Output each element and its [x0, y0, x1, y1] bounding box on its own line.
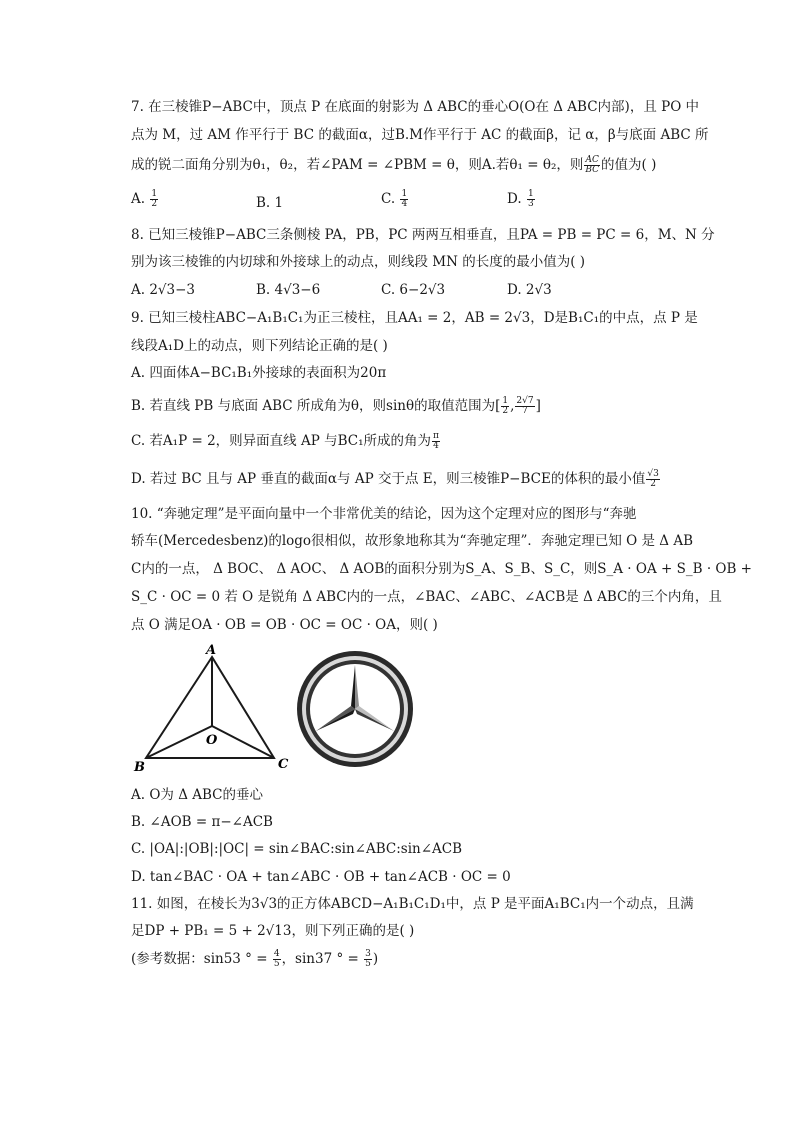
q11-ref-text-1: (参考数据：sin53 ° =: [131, 951, 272, 967]
q7-d-num: 1: [527, 189, 534, 199]
q9-option-d-text: D. 若过 BC 且与 AP 垂直的截面α与 AP 交于点 E，则三棱锥P−BCE的体积的最小值: [131, 471, 646, 487]
q7-option-b: [256, 194, 283, 212]
q11-line-3: [131, 950, 378, 969]
vertex-c-label: C: [278, 757, 289, 772]
q9-d-den: 2: [650, 479, 656, 489]
vertex-a-label: A: [206, 643, 217, 658]
q7-c-den: 4: [401, 199, 408, 209]
q7-option-d-label: D.: [507, 191, 522, 207]
q9-c-den: 4: [433, 441, 439, 451]
point-o-label: O: [206, 733, 218, 748]
q9-option-b: B. 若直线 PB 与底面 ABC 所成角为θ，则sinθ的取值范围为[ $\frac{1}{2}$ , $\frac{2√7}{7}$ ]: [131, 396, 541, 416]
q7-option-c: [381, 190, 409, 209]
q10-option-b: B. ∠AOB = π−∠ACB: [131, 814, 273, 830]
q10-option-c: C. |OA|:|OB|:|OC| = sin∠BAC:sin∠ABC:sin∠ACB: [131, 841, 463, 857]
q9-option-a: A. 四面体A−BC₁B₁外接球的表面积为20π: [131, 365, 387, 381]
q10-line-1: 10. “奔驰定理”是平面向量中一个非常优美的结论，因为这个定理对应的图形与“奔驰: [131, 506, 637, 522]
q11-frac-1: [273, 950, 281, 969]
q10-line-3: C内的一点， Δ BOC、 Δ AOC、 Δ AOB的面积分别为S_A、S_B、S_C，则S_A · OA + S_B · OB +: [131, 561, 752, 577]
q7-line-1: 7. 在三棱锥P−ABC中，顶点 P 在底面的射影为 Δ ABC的垂心O(O在 Δ ABC内部)，且 PO 中: [131, 99, 700, 115]
q7-a-num: 1: [151, 189, 158, 199]
q8-line-1: 8. 已知三棱锥P−ABC三条侧棱 PA，PB，PC 两两互相垂直，且PA = PB = PC = 6，M、N 分: [131, 227, 715, 243]
q9-b-f2-num: 2√7: [516, 396, 534, 406]
q11-f2-den: 5: [365, 959, 371, 969]
q10-line-2: 轿车(Mercedesbenz)的logo很相似，故形象地称其为“奔驰定理”．奔驰定理已知 O 是 Δ AB: [131, 533, 694, 549]
q7-frac-num: AC: [585, 155, 599, 165]
vertex-b-label: B: [134, 760, 145, 775]
q7-line-3: [131, 156, 656, 175]
q9-d-num: √3: [647, 469, 659, 479]
q7-option-b-value: 1: [274, 195, 284, 211]
q9-line-2: 线段A₁D上的动点，则下列结论正确的是( ): [131, 338, 388, 354]
q9-option-d: [131, 470, 661, 489]
q9-option-c-text: C. 若A₁P = 2，则异面直线 AP 与BC₁所成的角为: [131, 433, 431, 449]
q9-line-1: 9. 已知三棱柱ABC−A₁B₁C₁为正三棱柱，且AA₁ = 2，AB = 2√3，D是B₁C₁的中点，点 P 是: [131, 310, 698, 326]
q9-c-num: π: [433, 431, 439, 441]
q10-option-a: A. O为 Δ ABC的垂心: [131, 787, 263, 803]
q11-line-1: 11. 如图，在棱长为3√3的正方体ABCD−A₁B₁C₁D₁中，点 P 是平面A₁BC₁内一个动点，且满: [131, 896, 694, 912]
q11-frac-2: [364, 950, 372, 969]
q9-option-c: [131, 432, 441, 451]
q9-c-frac: [432, 432, 440, 451]
q7-frac-den: BC: [585, 165, 600, 175]
q7-option-c-label: C.: [381, 191, 396, 207]
q7-option-c-frac: [400, 190, 408, 209]
q7-option-b-label: B.: [256, 195, 271, 211]
q11-f2-num: 3: [365, 949, 371, 959]
q10-option-d: D. tan∠BAC · OA + tan∠ABC · OB + tan∠ACB · OC = 0: [131, 869, 511, 885]
triangle-figure: [128, 640, 292, 776]
q7-option-a-label: A.: [131, 191, 146, 207]
q9-d-frac: [646, 470, 659, 489]
q11-ref-text-3: ): [372, 951, 379, 967]
q8-line-2: 别为该三棱锥的内切球和外接球上的动点，则线段 MN 的长度的最小值为( ): [131, 254, 586, 270]
q9-option-b-text: B. 若直线 PB 与底面 ABC 所成角为θ，则sinθ的取值范围为[: [131, 398, 501, 414]
q11-f1-num: 4: [273, 949, 280, 959]
q10-line-4: S_C · OC = 0 若 O 是锐角 Δ ABC内的一点，∠BAC、∠ABC、∠ACB是 Δ ABC的三个内角，且: [131, 589, 722, 605]
q7-line-3-text: 成的锐二面角分别为θ₁，θ₂，若∠PAM = ∠PBM = θ，则A.若θ₁ = θ₂，则: [131, 157, 584, 173]
q10-line-5: 点 O 满足OA · OB = OB · OC = OC · OA，则( ): [131, 617, 438, 633]
q8-option-a: A. 2√3−3: [131, 282, 196, 298]
q9-b-f1-num: 1: [502, 396, 509, 406]
q8-option-d: D. 2√3: [507, 282, 552, 298]
q7-option-a-frac: [150, 190, 158, 209]
q11-f1-den: 5: [273, 959, 280, 969]
q7-line-3-end: 的值为( ): [601, 157, 657, 173]
q7-c-num: 1: [401, 189, 408, 199]
q8-option-b: B. 4√3−6: [256, 282, 321, 298]
q11-line-2: 足DP + PB₁ = 5 + 2√13，则下列正确的是( ): [131, 923, 415, 939]
q7-a-den: 2: [151, 199, 158, 209]
q7-option-d-frac: [527, 190, 535, 209]
q8-option-c: C. 6−2√3: [381, 282, 446, 298]
q7-line-2: 点为 M，过 AM 作平行于 BC 的截面α，过B.M作平行于 AC 的截面β，记 α，β与底面 ABC 所: [131, 127, 709, 143]
q9-b-f1-den: 2: [502, 406, 509, 416]
q9-b-frac-1: [501, 397, 509, 416]
mercedes-logo-figure: [294, 648, 416, 770]
q7-fraction: [584, 156, 600, 175]
q7-option-d: [507, 190, 536, 209]
q11-ref-text-2: ，sin37 ° =: [281, 951, 364, 967]
q9-b-f2-den: 7: [522, 406, 528, 416]
q7-option-a: [131, 190, 159, 209]
q9-b-frac-2: [515, 397, 534, 416]
q7-d-den: 3: [527, 199, 534, 209]
